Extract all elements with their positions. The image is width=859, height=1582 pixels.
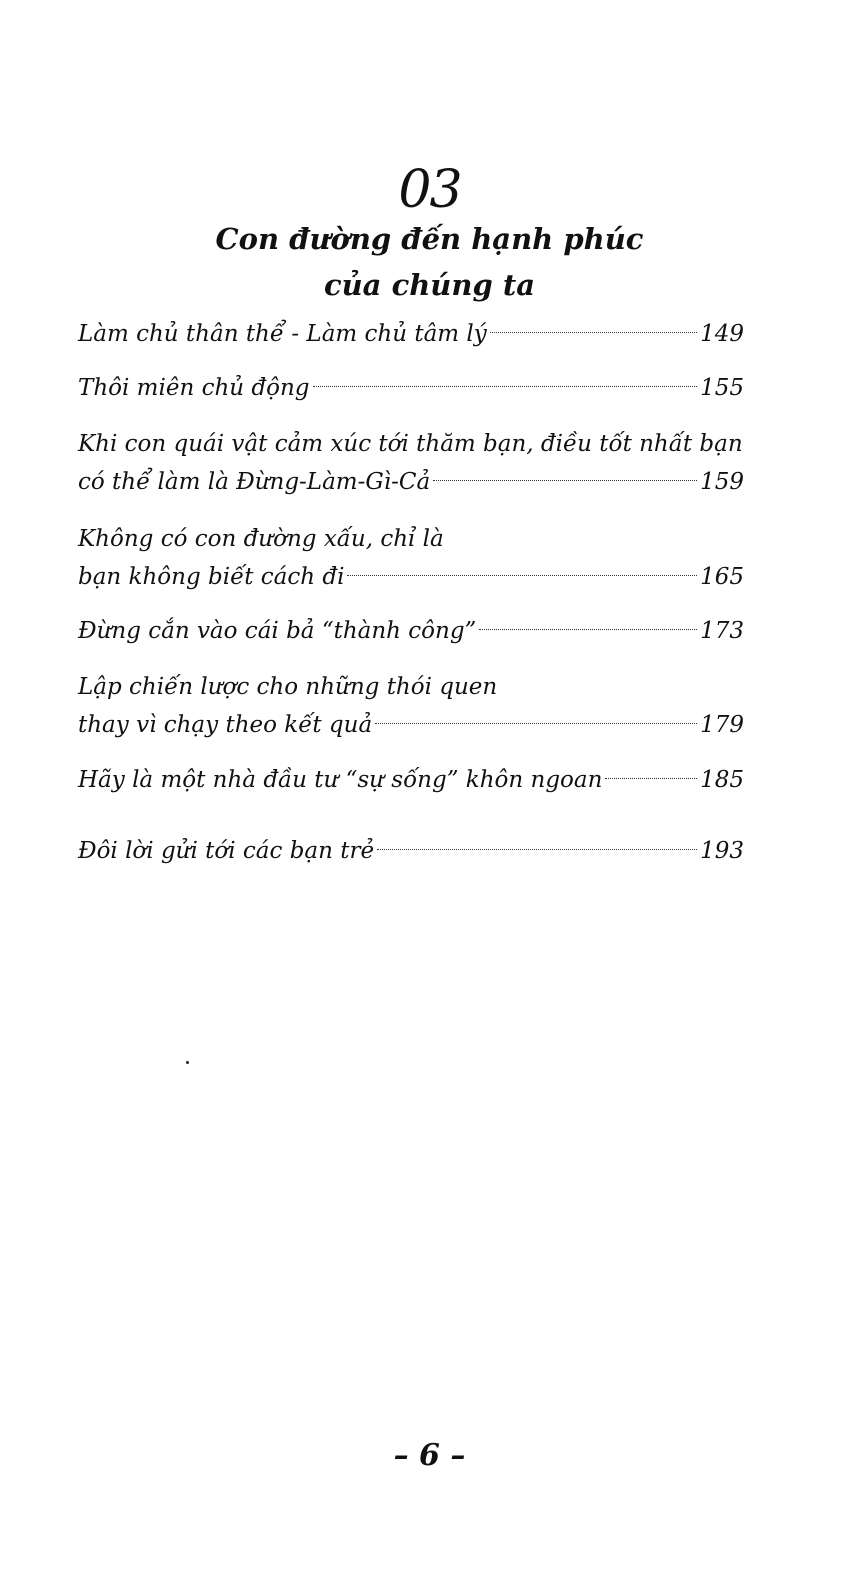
toc-entry-title-cont: có thể làm là Đừng-Làm-Gì-Cả: [78, 469, 431, 495]
toc-entry-page: 149: [700, 321, 744, 347]
dot-leader: [479, 629, 697, 630]
toc-entry: [78, 425, 744, 501]
toc-entry: [78, 668, 744, 744]
part-title-line2: của chúng ta: [323, 268, 536, 302]
toc-entry-line: [78, 668, 744, 706]
toc-entry-line: [78, 369, 744, 407]
dot-leader: [313, 386, 698, 387]
toc-entry-page: 193: [700, 838, 744, 864]
toc-entry-title: Thôi miên chủ động: [78, 375, 310, 401]
part-number: 03: [398, 160, 461, 220]
toc-entry: [78, 761, 744, 799]
toc-entry-line: [78, 315, 744, 353]
toc-entry-title-cont: thay vì chạy theo kết quả: [78, 712, 373, 738]
toc-entry-page: 155: [700, 375, 744, 401]
toc-entry: [78, 612, 744, 650]
toc-entry-title: Khi con quái vật cảm xúc tới thăm bạn, điều tốt nhất bạn: [78, 431, 743, 457]
toc-entry-title: Hãy là một nhà đầu tư “sự sống” khôn ngoan: [78, 767, 603, 793]
toc-entry: [78, 832, 744, 870]
toc-entry-line: [78, 612, 744, 650]
toc-entry-title: Đừng cắn vào cái bả “thành công”: [78, 618, 477, 644]
dot-leader: [375, 723, 697, 724]
dot-leader: [347, 575, 697, 576]
toc-entry-page: 185: [700, 767, 744, 793]
toc-entry-page: 179: [700, 712, 744, 738]
toc-entry: [78, 520, 744, 596]
part-title-line1: Con đường đến hạnh phúc: [215, 222, 644, 256]
toc-entry-line: [78, 425, 744, 463]
toc-entry-title-cont: bạn không biết cách đi: [78, 564, 345, 590]
toc-entry-line: [78, 706, 744, 744]
page-number: – 6 –: [393, 1438, 466, 1473]
toc-entry-line: [78, 761, 744, 799]
toc-entry-line: [78, 463, 744, 501]
dot-leader: [490, 332, 697, 333]
dot-leader: [377, 849, 697, 850]
toc-entry-page: 173: [700, 618, 744, 644]
toc-entry: [78, 315, 744, 353]
dot-leader: [433, 480, 697, 481]
toc-entry-title: Đôi lời gửi tới các bạn trẻ: [78, 838, 375, 864]
toc-entry-page: 165: [700, 564, 744, 590]
ink-speck: [186, 1061, 189, 1064]
dot-leader: [605, 778, 697, 779]
toc-entry-title: Lập chiến lược cho những thói quen: [78, 674, 498, 700]
toc-entry-title: Làm chủ thân thể - Làm chủ tâm lý: [78, 321, 487, 347]
toc-entry-line: [78, 520, 744, 558]
toc-entry-line: [78, 832, 744, 870]
toc-entry-title: Không có con đường xấu, chỉ là: [78, 526, 444, 552]
toc-entry-line: [78, 558, 744, 596]
toc-entry: [78, 369, 744, 407]
toc-entry-page: 159: [700, 469, 744, 495]
